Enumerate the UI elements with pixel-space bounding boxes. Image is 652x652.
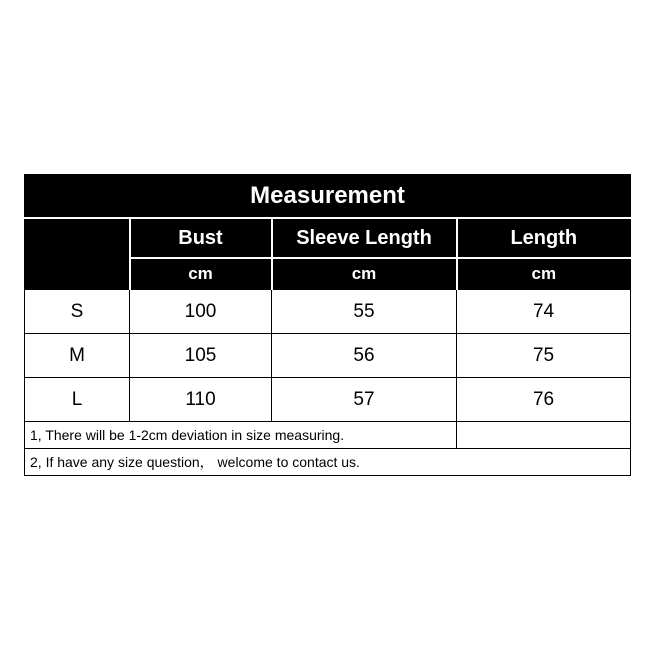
note-empty-cell [457, 422, 631, 449]
column-header-length: Length [457, 218, 631, 258]
sleeve-length-value: 57 [272, 378, 457, 422]
length-value: 75 [457, 334, 631, 378]
table-row [25, 378, 631, 422]
note-row [25, 422, 631, 449]
size-label: L [25, 378, 130, 422]
column-header-bust: Bust [130, 218, 272, 258]
column-header-sleeve-length: Sleeve Length [272, 218, 457, 258]
sleeve-length-value: 55 [272, 290, 457, 334]
bust-value: 100 [130, 290, 272, 334]
length-value: 74 [457, 290, 631, 334]
sleeve-length-value: 56 [272, 334, 457, 378]
bust-value: 105 [130, 334, 272, 378]
unit-bust: cm [130, 258, 272, 290]
size-label: M [25, 334, 130, 378]
table-row [25, 290, 631, 334]
note-deviation: 1, There will be 1-2cm deviation in size measuring. [25, 422, 457, 449]
unit-sleeve-length: cm [272, 258, 457, 290]
header-row [25, 218, 631, 258]
table-title: Measurement [25, 175, 631, 219]
unit-length: cm [457, 258, 631, 290]
note-row [25, 449, 631, 476]
title-row [25, 175, 631, 219]
length-value: 76 [457, 378, 631, 422]
size-header-corner [25, 218, 130, 290]
size-label: S [25, 290, 130, 334]
bust-value: 110 [130, 378, 272, 422]
size-chart-table [24, 174, 631, 476]
table-row [25, 334, 631, 378]
note-contact: 2, If have any size question， welcome to contact us. [25, 449, 631, 476]
